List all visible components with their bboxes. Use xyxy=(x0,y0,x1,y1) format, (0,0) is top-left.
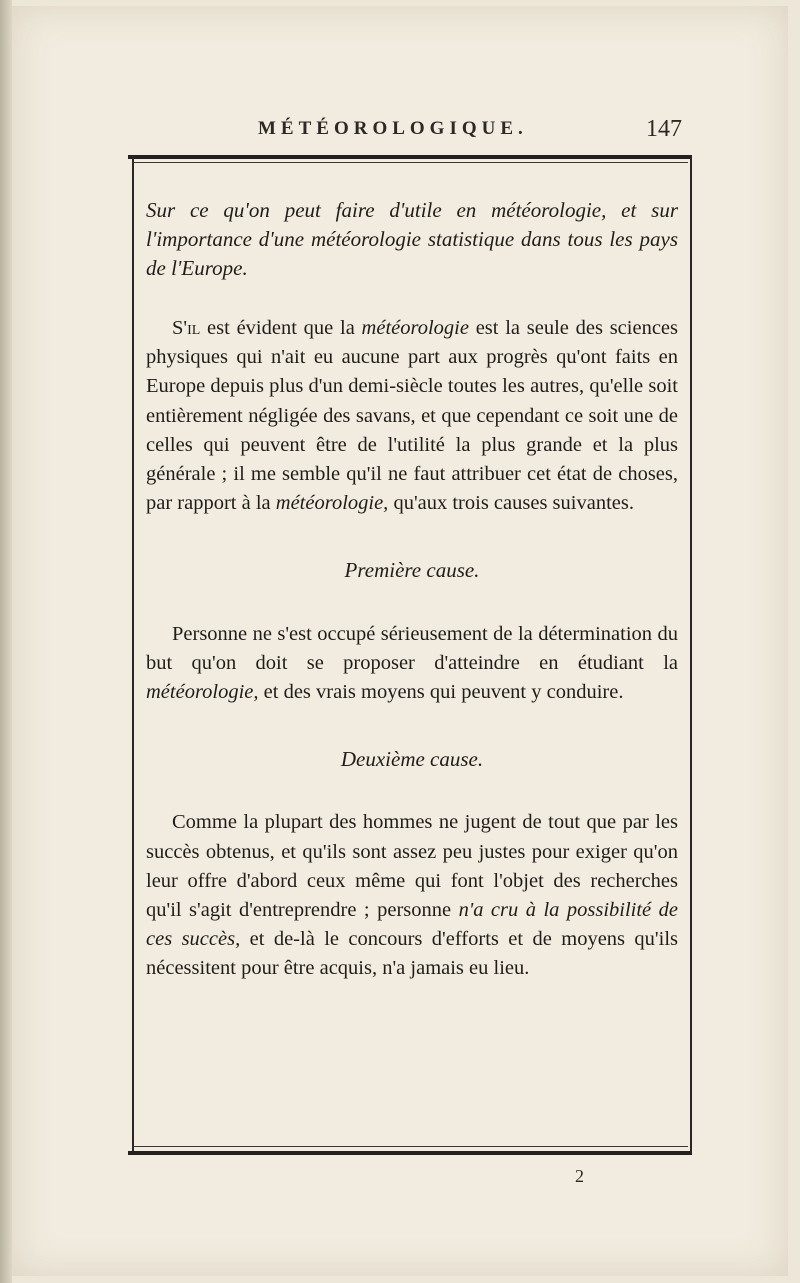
cause-heading-1: Première cause. xyxy=(344,558,480,583)
paragraph-intro xyxy=(146,314,678,518)
page-number: 147 xyxy=(646,116,682,142)
cause-heading-2: Deuxième cause. xyxy=(340,747,484,772)
dropcap-word: S'il xyxy=(172,317,201,339)
emphasis: n'a cru à la possibilité de ces succès, xyxy=(146,899,678,951)
paragraph-text: est la seule des sciences physiques qui n'ait eu aucune part aux progrès qu'ont faits en Europe depuis plus d'un demi-siècle toutes les autres, qu'elle soit entièrement négligée des savans, et que cependant ce soit une de celles qui peuvent être de l'utilité la plus grande et la plus générale ; il me semble qu'il ne faut attribuer cet état de choses, par rapport à la xyxy=(146,317,678,515)
emphasis: météorologie, xyxy=(275,492,389,515)
paragraph-text: Personne ne s'est occupé sérieusement de la détermination du but qu'on doit se proposer d'atteindre en étudiant la xyxy=(146,622,678,674)
frame-bottom-rule xyxy=(128,1151,692,1155)
page-gutter xyxy=(0,0,12,1283)
paragraph-text: est évident que la xyxy=(200,317,362,339)
paragraph-cause-1 xyxy=(146,620,678,708)
emphasis: météorologie xyxy=(361,317,469,339)
running-head: MÉTÉOROLOGIQUE. xyxy=(258,118,528,139)
paragraph-text: et des vrais moyens qui peuvent y conduire. xyxy=(258,681,624,704)
emphasis: météorologie, xyxy=(146,681,259,704)
paragraph-text: qu'aux trois causes suivantes. xyxy=(388,492,634,515)
paragraph-cause-2 xyxy=(146,808,678,983)
paragraph-text: Comme la plupart des hommes ne jugent de tout que par les succès obtenus, et qu'ils sont assez peu justes pour exiger qu'on leur offre d'abord ceux même qui font l'objet des recherches qu'il s'agit d'entreprendre ; personne xyxy=(146,811,678,922)
paragraph-text: et de-là le concours d'efforts et de moyens qu'ils nécessitent pour être acquis, n'a jamais eu lieu. xyxy=(146,928,678,980)
section-heading: Sur ce qu'on peut faire d'utile en météorologie, et sur l'importance d'une météorologie statistique dans tous les pays de l'Europe. xyxy=(146,198,678,280)
signature-mark: 2 xyxy=(575,1166,584,1186)
body-text xyxy=(146,196,678,984)
frame-bottom-inner-rule xyxy=(132,1146,688,1147)
